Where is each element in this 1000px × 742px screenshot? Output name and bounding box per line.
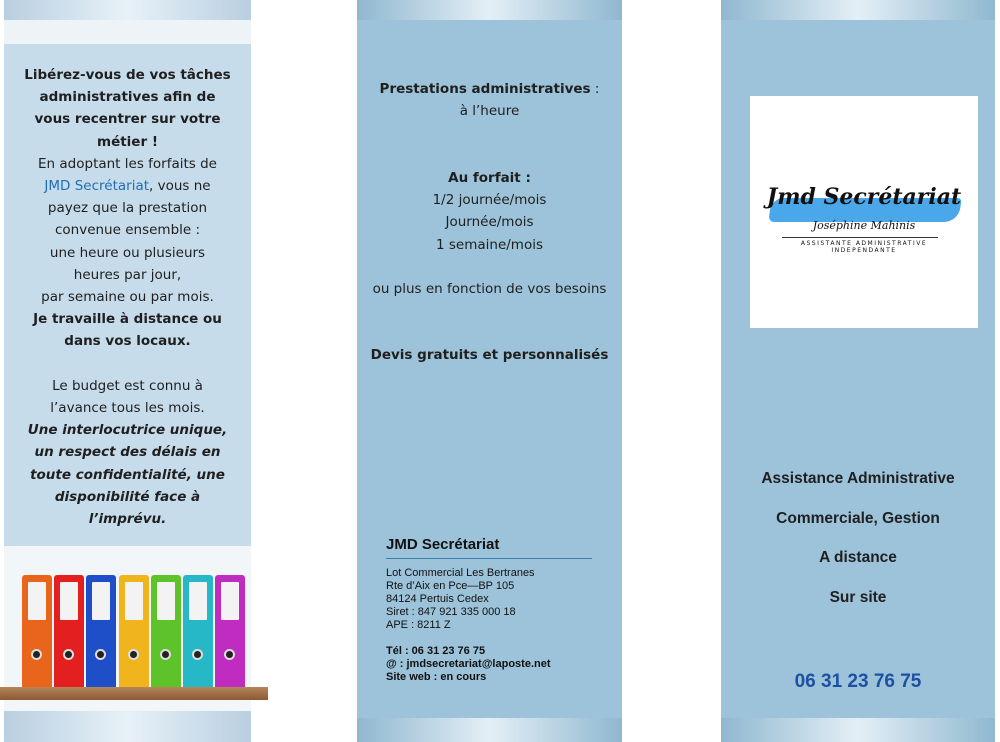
prestations-heading xyxy=(357,78,622,100)
service-line: Sur site xyxy=(829,589,887,606)
binder-label xyxy=(189,582,207,620)
forfait-section xyxy=(357,167,622,256)
binder-ring-hole xyxy=(31,649,42,660)
forfait-title: Au forfait : xyxy=(448,170,531,186)
binder-ring-hole xyxy=(95,649,106,660)
intro-line: convenue ensemble : xyxy=(54,222,201,239)
right-panel xyxy=(721,0,995,742)
binder-label xyxy=(92,582,110,620)
binder xyxy=(183,575,213,687)
binder-label xyxy=(125,582,143,620)
address-line: 84124 Pertuis Cedex xyxy=(386,593,489,605)
forfait-item: Journée/mois xyxy=(445,214,534,231)
jmd-link[interactable]: JMD Secrétariat xyxy=(44,178,150,195)
service-line: Assistance Administrative xyxy=(761,470,955,487)
intro-line: payez que la prestation xyxy=(47,200,208,217)
intro-line: heures par jour, xyxy=(73,266,182,283)
service-line: A distance xyxy=(819,549,897,566)
binder-ring-hole xyxy=(224,649,235,660)
ape-line: APE : 8211 Z xyxy=(386,619,451,631)
middle-panel xyxy=(357,0,622,742)
logo-name: Joséphine Mahinis xyxy=(812,219,916,232)
binder-ring-hole xyxy=(128,649,139,660)
logo-divider xyxy=(782,237,938,238)
budget-line: l’avance tous les mois. xyxy=(50,400,205,417)
prestations-sub: à l’heure xyxy=(459,103,520,120)
intro-line: vous recentrer sur votre xyxy=(34,111,221,128)
intro-line: dans vos locaux. xyxy=(64,333,191,350)
prestations-title: Prestations administratives xyxy=(379,81,591,97)
top-band xyxy=(357,0,622,20)
logo-subtitle xyxy=(750,240,978,254)
budget-line: Le budget est connu à xyxy=(52,377,203,394)
binder-label xyxy=(221,582,239,620)
binder-ring-hole xyxy=(63,649,74,660)
italic-line: disponibilité face à xyxy=(54,488,201,505)
service-line: Commerciale, Gestion xyxy=(776,510,940,527)
contact-title: JMD Secrétariat xyxy=(386,536,500,553)
binder xyxy=(119,575,149,687)
devis-text: Devis gratuits et personnalisés xyxy=(370,347,609,363)
shelf xyxy=(0,687,268,700)
binder-label xyxy=(60,582,78,620)
binder xyxy=(86,575,116,687)
binder xyxy=(54,575,84,687)
binder-label xyxy=(28,582,46,620)
logo-card xyxy=(750,96,978,328)
intro-line: En adoptant les forfaits de xyxy=(38,155,217,172)
contact-tel: Tél : 06 31 23 76 75 xyxy=(386,645,486,657)
bottom-band xyxy=(4,711,251,742)
spacer xyxy=(386,632,622,645)
forfait-item: 1 semaine/mois xyxy=(436,236,543,253)
forfait-item: 1/2 journée/mois xyxy=(432,192,547,209)
address-line: Rte d’Aix en Pce—BP 105 xyxy=(386,580,515,592)
binder xyxy=(215,575,245,687)
prestations-section xyxy=(357,78,622,122)
contact-web: Site web : en cours xyxy=(386,671,487,683)
italic-line: toute confidentialité, une xyxy=(30,466,225,483)
bottom-band xyxy=(357,718,622,742)
besoins-text: ou plus en fonction de vos besoins xyxy=(372,281,607,297)
intro-line: métier ! xyxy=(97,133,158,150)
spacer xyxy=(4,353,251,375)
contact-email[interactable]: @ : jmdsecretariat@laposte.net xyxy=(386,658,551,670)
siret-line: Siret : 847 921 335 000 18 xyxy=(386,606,516,618)
intro-line-link xyxy=(4,175,251,197)
italic-line: un respect des délais en xyxy=(34,444,221,461)
top-band xyxy=(721,0,995,20)
bottom-band xyxy=(721,718,995,742)
logo-subtitle-line: ASSISTANTE ADMINISTRATIVE xyxy=(800,240,928,247)
intro-line: administratives afin de xyxy=(39,89,216,106)
contact-block xyxy=(386,535,622,684)
intro-line: une heure ou plusieurs xyxy=(49,244,206,261)
phone-number[interactable]: 06 31 23 76 75 xyxy=(794,671,922,692)
top-band xyxy=(4,0,251,20)
italic-line: l’imprévu. xyxy=(88,511,167,528)
binder-ring-hole xyxy=(192,649,203,660)
binder xyxy=(151,575,181,687)
intro-line: par semaine ou par mois. xyxy=(41,289,214,306)
contact-divider xyxy=(386,558,592,559)
logo-title: Jmd Secrétariat xyxy=(766,184,962,210)
intro-line: Je travaille à distance ou xyxy=(33,311,222,328)
logo-subtitle-line: INDEPENDANTE xyxy=(831,247,897,254)
italic-line: Une interlocutrice unique, xyxy=(27,422,228,439)
address-line: Lot Commercial Les Bertranes xyxy=(386,567,535,579)
binder-label xyxy=(157,582,175,620)
prestations-colon: : xyxy=(590,81,600,97)
intro-line: Libérez-vous de vos tâches xyxy=(24,67,231,83)
binder-ring-hole xyxy=(160,649,171,660)
binder xyxy=(22,575,52,687)
after-link-text: , vous ne xyxy=(149,178,211,195)
intro-text xyxy=(4,44,251,546)
